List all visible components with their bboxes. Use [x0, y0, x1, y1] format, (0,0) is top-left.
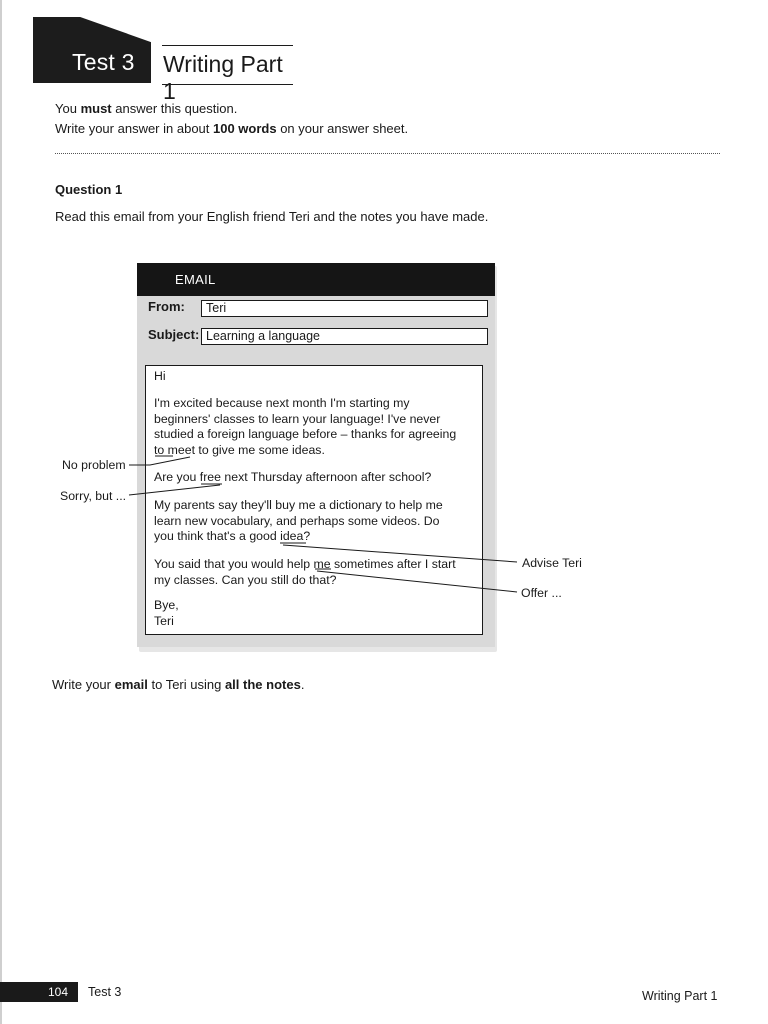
instruction-text: answer this question. — [111, 101, 238, 116]
closing-instruction — [52, 677, 304, 692]
instruction-emphasis: 100 words — [213, 121, 277, 136]
email-header-label: EMAIL — [175, 272, 216, 287]
closing-emphasis: all the notes — [224, 677, 301, 692]
question-heading: Question 1 — [55, 182, 123, 197]
note-no-problem: No problem — [62, 458, 126, 472]
subject-label: Subject: — [148, 327, 200, 342]
instruction-text: Write your answer in about — [55, 121, 213, 136]
closing-emphasis: email — [114, 677, 148, 692]
message-paragraph-4: You said that you would help me sometimes after I start my classes. Can you still do that? — [154, 557, 456, 587]
message-paragraph-1: I'm excited because next month I'm starting my beginners' classes to learn your language! I've never studied a foreign language before – thanks for agreeing to meet to give me some ideas. — [154, 396, 457, 457]
test-label: Test 3 — [72, 49, 135, 75]
from-label: From: — [148, 299, 185, 314]
subject-field: Learning a language — [201, 328, 488, 345]
connector-no-problem — [129, 457, 190, 465]
footer-right-label: Writing Part 1 — [642, 989, 718, 1003]
page-number: 104 — [48, 985, 69, 999]
closing-text: . — [300, 677, 305, 692]
instruction-text: on your answer sheet. — [276, 121, 409, 136]
connector-advise-teri — [283, 545, 517, 562]
from-field: Teri — [201, 300, 488, 317]
message-greeting: Hi — [154, 369, 166, 383]
closing-text: Write your — [52, 677, 115, 692]
note-advise-teri: Advise Teri — [522, 556, 582, 570]
footer-left-label: Test 3 — [88, 985, 122, 999]
section-title-text: Writing Part 1 — [163, 51, 283, 104]
message-paragraph-3: My parents say they'll buy me a dictionary to help me learn new vocabulary, and perhaps some videos. Do you think that's a good idea? — [154, 498, 443, 543]
connector-offer — [317, 571, 517, 592]
message-paragraph-2: Are you free next Thursday afternoon after school? — [154, 470, 432, 484]
closing-text: to Teri using — [147, 677, 225, 692]
note-sorry-but: Sorry, but ... — [60, 489, 127, 503]
instruction-text: You — [55, 101, 81, 116]
note-offer: Offer ... — [521, 586, 562, 600]
message-signoff: Bye, Teri — [154, 598, 179, 628]
question-intro: Read this email from your English friend Teri and the notes you have made. — [55, 209, 489, 224]
connector-sorry-but — [129, 485, 220, 495]
instruction-emphasis: must — [80, 101, 112, 116]
